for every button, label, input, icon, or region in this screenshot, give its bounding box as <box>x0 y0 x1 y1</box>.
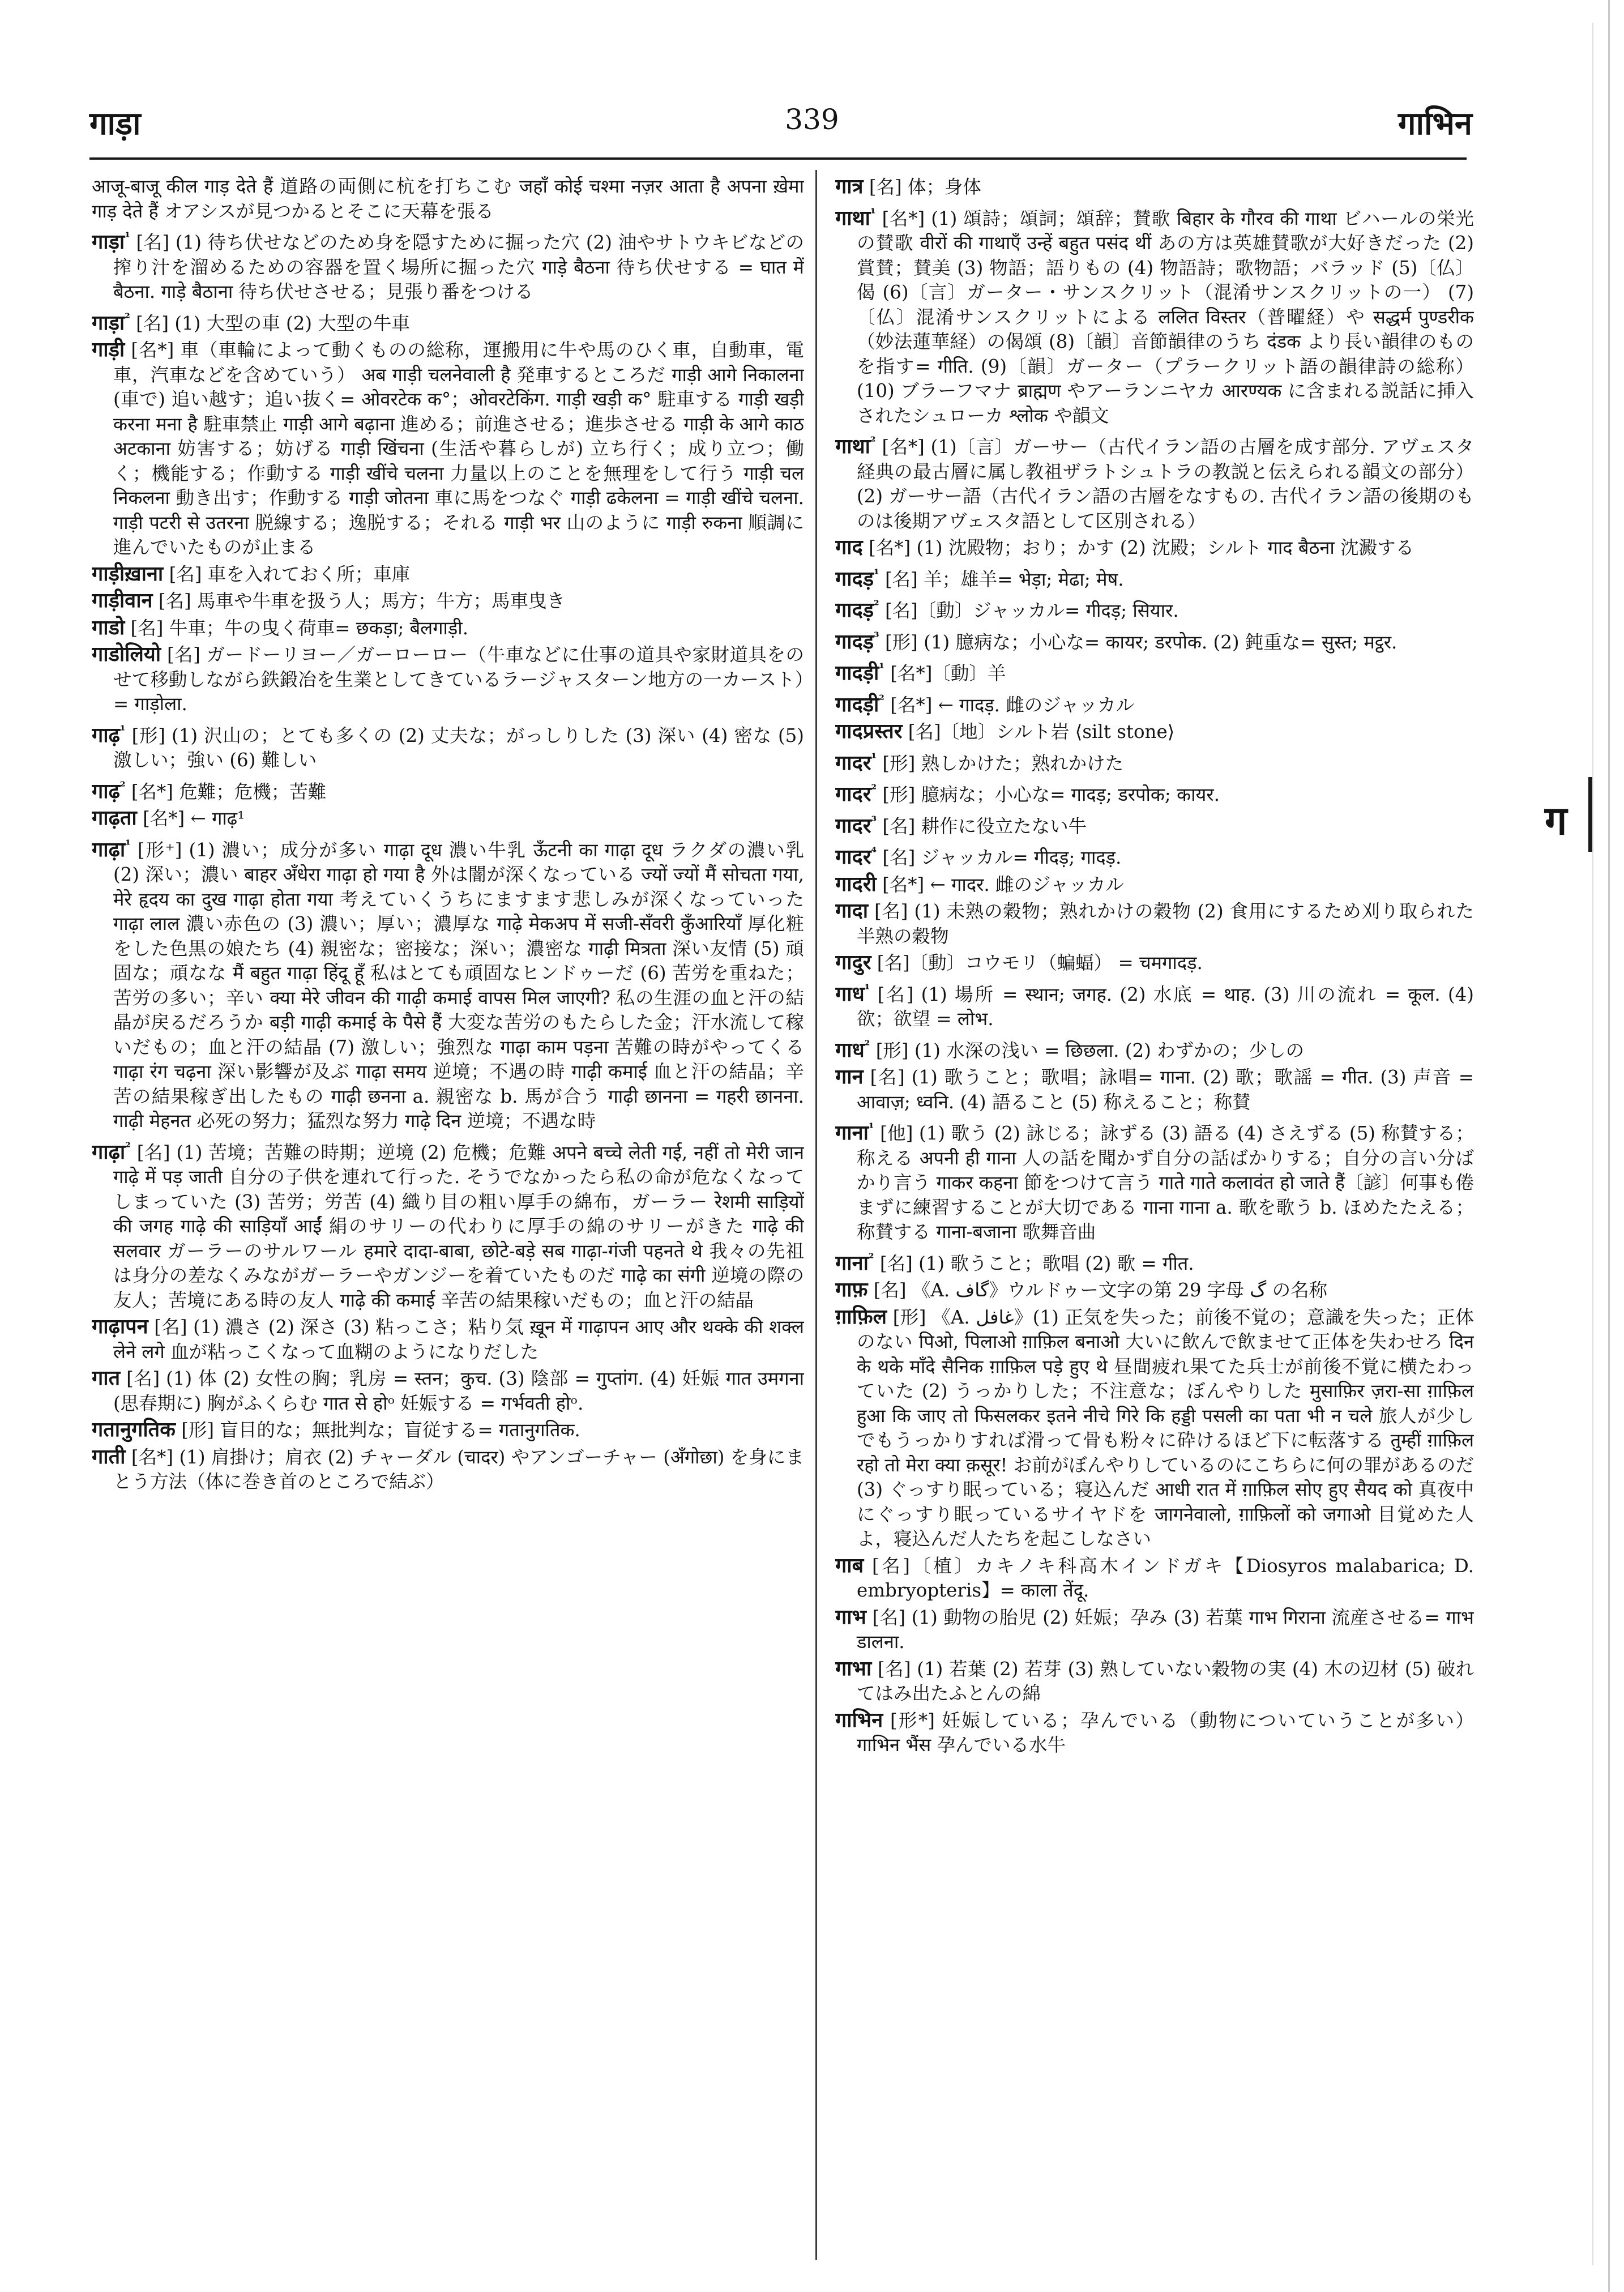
entry-headword: गात <box>92 1366 121 1390</box>
entry-headword: गाथा$^{^1}$ <box>835 206 876 230</box>
entry-definition: [形] 盲目的な；無批判な；盲従する= गतानुगतिक. <box>181 1419 580 1441</box>
entry-headword: गाब <box>835 1553 864 1577</box>
entry-headword: गाडोलियो <box>92 642 161 666</box>
header-left-guideword: गाड़ा <box>89 105 141 142</box>
dictionary-entry <box>835 656 1474 686</box>
column-divider <box>815 170 817 2260</box>
entry-headword: गान <box>835 1065 864 1089</box>
entry-headword: गादड़$^{^3}$ <box>835 629 879 654</box>
entry-headword: गाडो <box>92 615 125 639</box>
entry-definition: [名*] (1) 頌詩；頌詞；頌辞；賛歌 बिहार के गौरव की गाथा ビハールの栄光の賛歌 वीरों की गाथाएँ उन्हें बहुत पसंद थीं あの方は英雄賛歌が大好きだった (2) 賞賛；賛美 (3) 物語；語りもの (4) 物語詩；歌物語；バラッド (5)〔仏〕偈 (6)〔言〕ガーター・サンスクリット（混淆サンスクリットの一） (7)〔仏〕混淆サンスクリットによる ललित विस्तर（普曜経）や सद्धर्म पुण्डरीक（妙法蓮華経）の偈頌 (8)〔韻〕音節韻律のうち दंडक より長い韻律のものを指す= गीति. (9)〔韻〕ガーター（プラークリット語の韻律詩の総称） (10) ブラーフマナ ब्राह्मण やアーランニヤカ आरण्यक に含まれる説話に挿入されたシュローカ श्लोक や韻文 <box>857 207 1474 426</box>
entry-headword: गात्र <box>835 174 864 198</box>
entry-definition: [形] 《A. غافل》(1) 正気を失った；前後不覚の；意識を失った；正体のない पिओ, पिलाओ ग़ाफ़िल बनाओ 大いに飲んで飲ませて正体を失わせろ दिन के थके माँदे सैनिक ग़ाफ़िल पड़े हुए थे 昼間疲れ果てた兵士が前後不覚に横たわっていた (2) うっかりした；不注意な；ぼんやりした मुसाफ़िर ज़रा-सा ग़ाफ़िल हुआ कि जाए तो फिसलकर इतने नीचे गिरे कि हड्डी पसली का पता भी न चले 旅人が少しでもうっかりすれば滑って骨も粉々に砕けるほど下に転落する तुम्हीं ग़ाफ़िल रहो तो मेरा क्या क़सूर! お前がぼんやりしているのにこちらに何の罪があるのだ (3) ぐっすり眠っている；寝込んだ आधी रात में ग़ाफ़िल सोए हुए सैयद को 真夜中にぐっすり眠っているサイヤドを जागनेवालो, ग़ाफ़िलों को जगाओ 目覚めた人よ，寝込んだ人たちを起こしなさい <box>857 1306 1474 1550</box>
entry-headword: गाभिन <box>835 1708 883 1732</box>
entry-headword: गादड़$^{^2}$ <box>835 598 879 622</box>
entry-headword: गादर$^{^4}$ <box>835 845 877 869</box>
entry-definition: [名]〔植〕カキノキ科高木インドガキ【Diosyros malabarica; D. embryopteris】= काला तेंदू. <box>857 1555 1474 1601</box>
entry-headword: गाढ़ता <box>92 806 137 830</box>
entry-headword: गाद <box>835 535 863 559</box>
dictionary-entry <box>835 778 1474 808</box>
entry-headword: गाभ <box>835 1604 866 1629</box>
binding-edge-line <box>1592 23 1593 2265</box>
dictionary-entry <box>835 1305 1474 1552</box>
entry-definition: [名] 体；身体 <box>869 176 982 198</box>
entry-definition: [名] (1) 場所 = स्थान; जगह. (2) 水底 = थाह. (3) 川の流れ = कूल. (4) 欲；欲望 = लोभ. <box>857 983 1474 1030</box>
entry-headword: गाभा <box>835 1656 872 1680</box>
dictionary-entry <box>92 806 804 831</box>
entry-definition: [名] 羊；雄羊= भेड़ा; मेढा; मेष. <box>884 568 1124 590</box>
entry-definition: [名] (1) 大型の車 (2) 大型の牛車 <box>136 312 410 334</box>
dictionary-entry <box>835 809 1474 839</box>
dictionary-entry <box>835 719 1474 745</box>
dictionary-entry <box>835 1657 1474 1706</box>
entry-definition: [形] 熟しかけた；熟れかけた <box>882 752 1124 774</box>
page-header <box>0 91 1624 147</box>
thumb-index-letter: ग <box>1545 797 1567 844</box>
entry-definition: [名] 耕作に役立たない牛 <box>882 815 1087 837</box>
entry-definition: [他] (1) 歌う (2) 詠じる；詠ずる (3) 語る (4) さえずる (5) 称賛する；称える अपनी ही गाना 人の話を聞かず自分の話ばかりする；自分の言い分ばかり言う गाकर कहना 節をつけて言う गाते गाते कलावंत हो जाते हैं〔諺〕何事も倦まずに練習することが大切である गाना गाना a. 歌を歌う b. ほめたたえる；称賛する गाना-बजाना 歌舞音曲 <box>857 1122 1474 1243</box>
dictionary-entry <box>835 1034 1474 1064</box>
dictionary-entry <box>92 338 804 560</box>
entry-definition: [形*] 妊娠している；孕んでいる（動物についていうことが多い） गाभिन भैंस 孕んでいる水牛 <box>857 1709 1474 1756</box>
entry-definition: [名] 車を入れておく所；車庫 <box>169 563 411 585</box>
entry-headword: गाध$^{^2}$ <box>835 1038 870 1062</box>
entry-headword: गादा <box>835 899 869 923</box>
entry-definition: [形⁺] (1) 濃い；成分が多い गाढ़ा दूध 濃い牛乳 ऊँटनी का गाढ़ा दूध ラクダの濃い乳 (2) 深い；濃い बाहर अँधेरा गाढ़ा हो गया है 外は闇が深くなっている ज्यों ज्यों मैं सोचता गया, मेरे हृदय का दुख गाढ़ा होता गया 考えていくうちにますます悲しみが深くなっていった गाढ़ा लाल 濃い赤色の (3) 濃い；厚い；濃厚な गाढ़े मेकअप में सजी-सँवरी कुँआरियाँ 厚化粧をした色黒の娘たち (4) 親密な；密接な；深い；濃密な गाढ़ी मित्रता 深い友情 (5) 頑固な；頑なな मैं बहुत गाढ़ा हिंदू हूँ 私はとても頑固なヒンドゥーだ (6) 苦労を重ねた；苦労の多い；辛い क्या मेरे जीवन की गाढ़ी कमाई वापस मिल जाएगी? 私の生涯の血と汗の結晶が戻るだろうか बड़ी गाढ़ी कमाई के पैसे हैं 大変な苦労のもたらした金；汗水流して稼いだもの；血と汗の結晶 (7) 激しい；強烈な गाढ़ा काम पड़ना 苦難の時がやってくる गाढ़ा रंग चढ़ना 深い影響が及ぶ गाढ़ा समय 逆境；不遇の時 गाढ़ी कमाई 血と汗の結晶；辛苦の結果稼ぎ出したもの गाढ़ी छनना a. 親密な b. 馬が合う गाढ़ी छानना = गहरी छानना. गाढ़ी मेहनत 必死の努力；猛烈な努力 गाढ़े दिन 逆境；不遇な時 <box>113 839 804 1132</box>
entry-headword: गाड़ीवान <box>92 588 153 612</box>
entry-definition: [名] ガードーリヨー／ガーローロー（牛車などに仕事の道具や家財道具をのせて移動しながら鉄鍛冶を生業としてきているラージャスターン地方の一カースト）= गाड़ोला. <box>113 644 804 715</box>
entry-headword: गाथा$^{^2}$ <box>835 434 876 458</box>
dictionary-entry <box>92 719 804 773</box>
entry-headword: गाध$^{^1}$ <box>835 981 870 1006</box>
dictionary-entry <box>835 202 1474 429</box>
header-right-guideword: गाभिन <box>1398 105 1472 142</box>
dictionary-entry <box>835 535 1474 561</box>
dictionary-entry <box>92 775 804 805</box>
dictionary-entry <box>92 642 804 717</box>
dictionary-entry <box>92 616 804 641</box>
dictionary-entry <box>92 174 804 224</box>
dictionary-entry <box>835 872 1474 898</box>
entry-headword: गादर$^{^3}$ <box>835 813 877 838</box>
entry-definition: [名*] 危難；危機；苦難 <box>131 780 327 803</box>
dictionary-entry <box>835 1116 1474 1245</box>
entry-definition: [名] (1) 歌うこと；歌唱 (2) 歌 = गीत. <box>879 1252 1194 1274</box>
header-rule <box>89 157 1467 160</box>
dictionary-entry <box>92 225 804 305</box>
entry-definition: [名]〔動〕コウモリ（蝙蝠） = चमगादड़. <box>877 952 1203 974</box>
entry-definition: [名*]〔動〕羊 <box>890 663 1006 684</box>
entry-headword: गादर$^{^1}$ <box>835 750 877 775</box>
entry-definition: [名] (1) 若葉 (2) 若芽 (3) 熟していない穀物の実 (4) 木の辺材 (5) 破れてはみ出たふとんの綿 <box>857 1658 1474 1704</box>
dictionary-entry <box>835 840 1474 870</box>
page-number: 339 <box>785 103 839 136</box>
dictionary-entry <box>835 899 1474 949</box>
dictionary-entry <box>835 174 1474 200</box>
entry-headword: गाती <box>92 1444 126 1469</box>
entry-definition: [名] ジャッカル= गीदड़; गादड़. <box>882 847 1122 868</box>
dictionary-entry <box>835 594 1474 624</box>
dictionary-entry <box>835 746 1474 776</box>
entry-definition: [名]〔動〕ジャッカル= गीदड़; सियार. <box>884 600 1179 621</box>
entry-definition: [名] (1) 未熟の穀物；熟れかけの穀物 (2) 食用にするため刈り取られた半熟の穀物 <box>857 900 1474 947</box>
entry-headword: गाढ़ा$^{^1}$ <box>92 837 131 861</box>
entry-headword: गाना$^{^2}$ <box>835 1250 874 1275</box>
entry-headword: गतानुगतिक <box>92 1418 176 1441</box>
entry-definition: [形] 臆病な；小心な= गादड़; डरपोक; कायर. <box>882 784 1220 805</box>
dictionary-entry <box>92 1136 804 1313</box>
entry-headword: गाफ़ <box>835 1278 868 1301</box>
dictionary-entry <box>92 562 804 587</box>
dictionary-entry <box>835 978 1474 1032</box>
scan-edge-line <box>1608 0 1610 2292</box>
dictionary-entry <box>92 588 804 614</box>
entry-headword: गादड़ी$^{^1}$ <box>835 661 884 685</box>
dictionary-entry <box>835 950 1474 976</box>
entry-definition: [名] (1) 苦境；苦難の時期；逆境 (2) 危機；危難 अपने बच्चे लेती गई, नहीं तो मेरी जान गाढ़े में पड़ जाती 自分の子供を連れて行った. そうでなかったら私の命が危なくなってしまっていた (3) 苦労；労苦 (4) 織り目の粗い厚手の綿布，ガーラー रेशमी साड़ियों की जगह गाढ़े की साड़ियाँ आईं 絹のサリーの代わりに厚手の綿のサリーがきた गाढ़े की सलवार ガーラーのサルワール हमारे दादा-बाबा, छोटे-बड़े सब गाढ़ा-गंजी पहनते थे 我々の先祖は身分の差なくみながガーラーやガンジーを着ていたものだ गाढ़े का संगी 逆境の際の友人；苦境にある時の友人 गाढ़े की कमाई 辛苦の結果稼いだもの；血と汗の結晶 <box>113 1141 804 1311</box>
dictionary-entry <box>835 1247 1474 1277</box>
entry-definition: [名] 牛車；牛の曳く荷車= छकड़ा; बैलगाड़ी. <box>130 617 469 639</box>
entry-definition: [名*] (1) 肩掛け；肩衣 (2) チャーダル (चादर) やアンゴーチャー (अँगोछा) を身にまとう方法（体に巻き首のところで結ぶ） <box>113 1446 804 1492</box>
dictionary-entry <box>835 625 1474 655</box>
entry-headword: गादप्रस्तर <box>835 719 903 743</box>
dictionary-entry <box>92 833 804 1134</box>
entry-definition: [名] 《A. گاف》ウルドゥー文字の第 29 字母 گ の名称 <box>873 1279 1328 1301</box>
entry-definition: [名] (1) 動物の胎児 (2) 妊娠；孕み (3) 若葉 गाभ गिराना 流産させる= गाभ डालना. <box>857 1606 1474 1653</box>
entry-definition: [名] 馬車や牛車を扱う人；馬方；牛方；馬車曳き <box>158 590 566 612</box>
dictionary-entry <box>92 1366 804 1416</box>
entry-definition: [名] (1) 歌うこと；歌唱；詠唱= गाना. (2) 歌；歌謡 = गीत. (3) 声音 = आवाज़; ध्वनि. (4) 語ること (5) 称えること；称賛 <box>857 1066 1474 1113</box>
entry-definition: [名] (1) 体 (2) 女性の胸；乳房 = स्तन；कुच. (3) 陰部 = गुप्तांग. (4) 妊娠 गात उमगना (思春期に) 胸がふくらむ गात से होᵒ 妊娠する = गर्भवती होᵒ. <box>113 1368 804 1414</box>
entry-headword: गाड़ा$^{^2}$ <box>92 310 130 335</box>
dictionary-entry <box>835 1553 1474 1603</box>
right-column <box>835 174 1474 2259</box>
entry-definition: [名*] (1) 沈殿物；おり；かす (2) 沈殿；シルト गाद बैठना 沈澱する <box>869 537 1414 558</box>
dictionary-entry <box>92 1314 804 1364</box>
entry-definition: [形] (1) 水深の浅い = छिछला. (2) わずかの；少しの <box>875 1039 1305 1061</box>
dictionary-entry <box>92 306 804 336</box>
dictionary-entry <box>92 1445 804 1495</box>
entry-headword: गादरी <box>835 872 877 896</box>
entry-headword: गादड़$^{^1}$ <box>835 566 879 591</box>
entry-definition: [名] (1) 待ち伏せなどのため身を隠すために掘った穴 (2) 油やサトウキビなどの搾り汁を溜めるための容器を置く場所に掘った穴 गाड़े बैठना 待ち伏せする = घात में बैठना. गाड़े बैठाना 待ち伏せさせる；見張り番をつける <box>113 232 804 302</box>
entry-headword: गाढ़$^{^1}$ <box>92 723 126 747</box>
entry-definition: [名*] 車（車輪によって動くものの総称，運搬用に牛や馬のひく車，自動車，電車，汽車などを含めていう） अब गाड़ी चलनेवाली है 発車するところだ गाड़ी आगे निकालना (車で) 追い越す；追い抜く= ओवरटेक क°；ओवरटेकिंग. गाड़ी खड़ी क° 駐車する गाड़ी खड़ी करना मना है 駐車禁止 गाड़ी आगे बढ़ाना 進める；前進させる；進歩させる गाड़ी के आगे काठ अटकाना 妨害する；妨げる गाड़ी खिंचना (生活や暮らしが) 立ち行く；成り立つ；働く；機能する；作動する गाड़ी खींचे चलना 力量以上のことを無理をして行う गाड़ी चल निकलना 動き出す；作動する गाड़ी जोतना 車に馬をつなぐ गाड़ी ढकेलना = गाड़ी खींचे चलना. गाड़ी पटरी से उतरना 脱線する；逸脱する；それる गाड़ी भर 山のように गाड़ी रुकना 順調に進んでいたものが止まる <box>113 339 804 558</box>
dictionary-entry <box>835 1708 1474 1758</box>
dictionary-entry <box>835 430 1474 533</box>
entry-definition: [名*] (1)〔言〕ガーサー（古代イラン語の古層を成す部分. アヴェスタ経典の最古層に属し教祖ザラトシュトラの教説と伝えられる韻文の部分） (2) ガーサー語（古代イラン語の古層をなすもの. 古代イラン語の後期のものは後期アヴェスタ語として区別される） <box>857 436 1474 532</box>
entry-headword: गादुर <box>835 950 871 974</box>
entry-headword: गाड़ा$^{^1}$ <box>92 230 130 254</box>
entry-definition: [名] (1) 濃さ (2) 深さ (3) 粘っこさ；粘り気 ख़ून में गाढ़ापन आए और थक्के की शक्ल लेने लगे 血が粘っこくなって血糊のようになりだした <box>113 1316 804 1363</box>
entry-headword: गाढ़ा$^{^2}$ <box>92 1139 131 1164</box>
entry-definition: [形] (1) 沢山の；とても多くの (2) 丈夫な；がっしりした (3) 深い (4) 密な (5) 激しい；強い (6) 難しい <box>113 724 804 771</box>
dictionary-entry <box>835 688 1474 718</box>
entry-definition: [形] (1) 臆病な；小心な= कायर; डरपोक. (2) 鈍重な= सुस्त; मट्ठर. <box>884 631 1398 653</box>
left-column <box>92 174 804 2259</box>
entry-definition: आजू-बाजू कील गाड़ देते हैं 道路の両側に杭を打ちこむ जहाँ कोई चश्मा नज़र आता है अपना ख़ेमा गाड़ देते हैं オアシスが見つかるとそこに天幕を張る <box>92 176 804 222</box>
entry-definition: [名*] ← गादर. 雌のジャッカル <box>882 873 1124 895</box>
dictionary-entry <box>835 1278 1474 1303</box>
dictionary-entry <box>835 562 1474 592</box>
entry-definition: [名]〔地〕シルト岩 ⟨silt stone⟩ <box>908 721 1175 742</box>
entry-headword: गाड़ी <box>92 338 125 361</box>
entry-headword: गाढ़ापन <box>92 1314 148 1338</box>
entry-definition: [名*] ← गाढ़¹ <box>143 808 245 829</box>
entry-headword: गादड़ी$^{^2}$ <box>835 692 884 716</box>
entry-definition: [名*] ← गादड़. 雌のジャッカル <box>890 694 1135 716</box>
entry-headword: गादर$^{^2}$ <box>835 782 877 806</box>
entry-headword: गाड़ीख़ाना <box>92 561 164 586</box>
dictionary-entry <box>835 1065 1474 1115</box>
entry-headword: ग़ाफ़िल <box>835 1304 887 1329</box>
dictionary-entry <box>92 1418 804 1443</box>
dictionary-entry <box>835 1605 1474 1655</box>
entry-headword: गाना$^{^1}$ <box>835 1121 874 1145</box>
entry-headword: गाढ़$^{^2}$ <box>92 779 126 803</box>
